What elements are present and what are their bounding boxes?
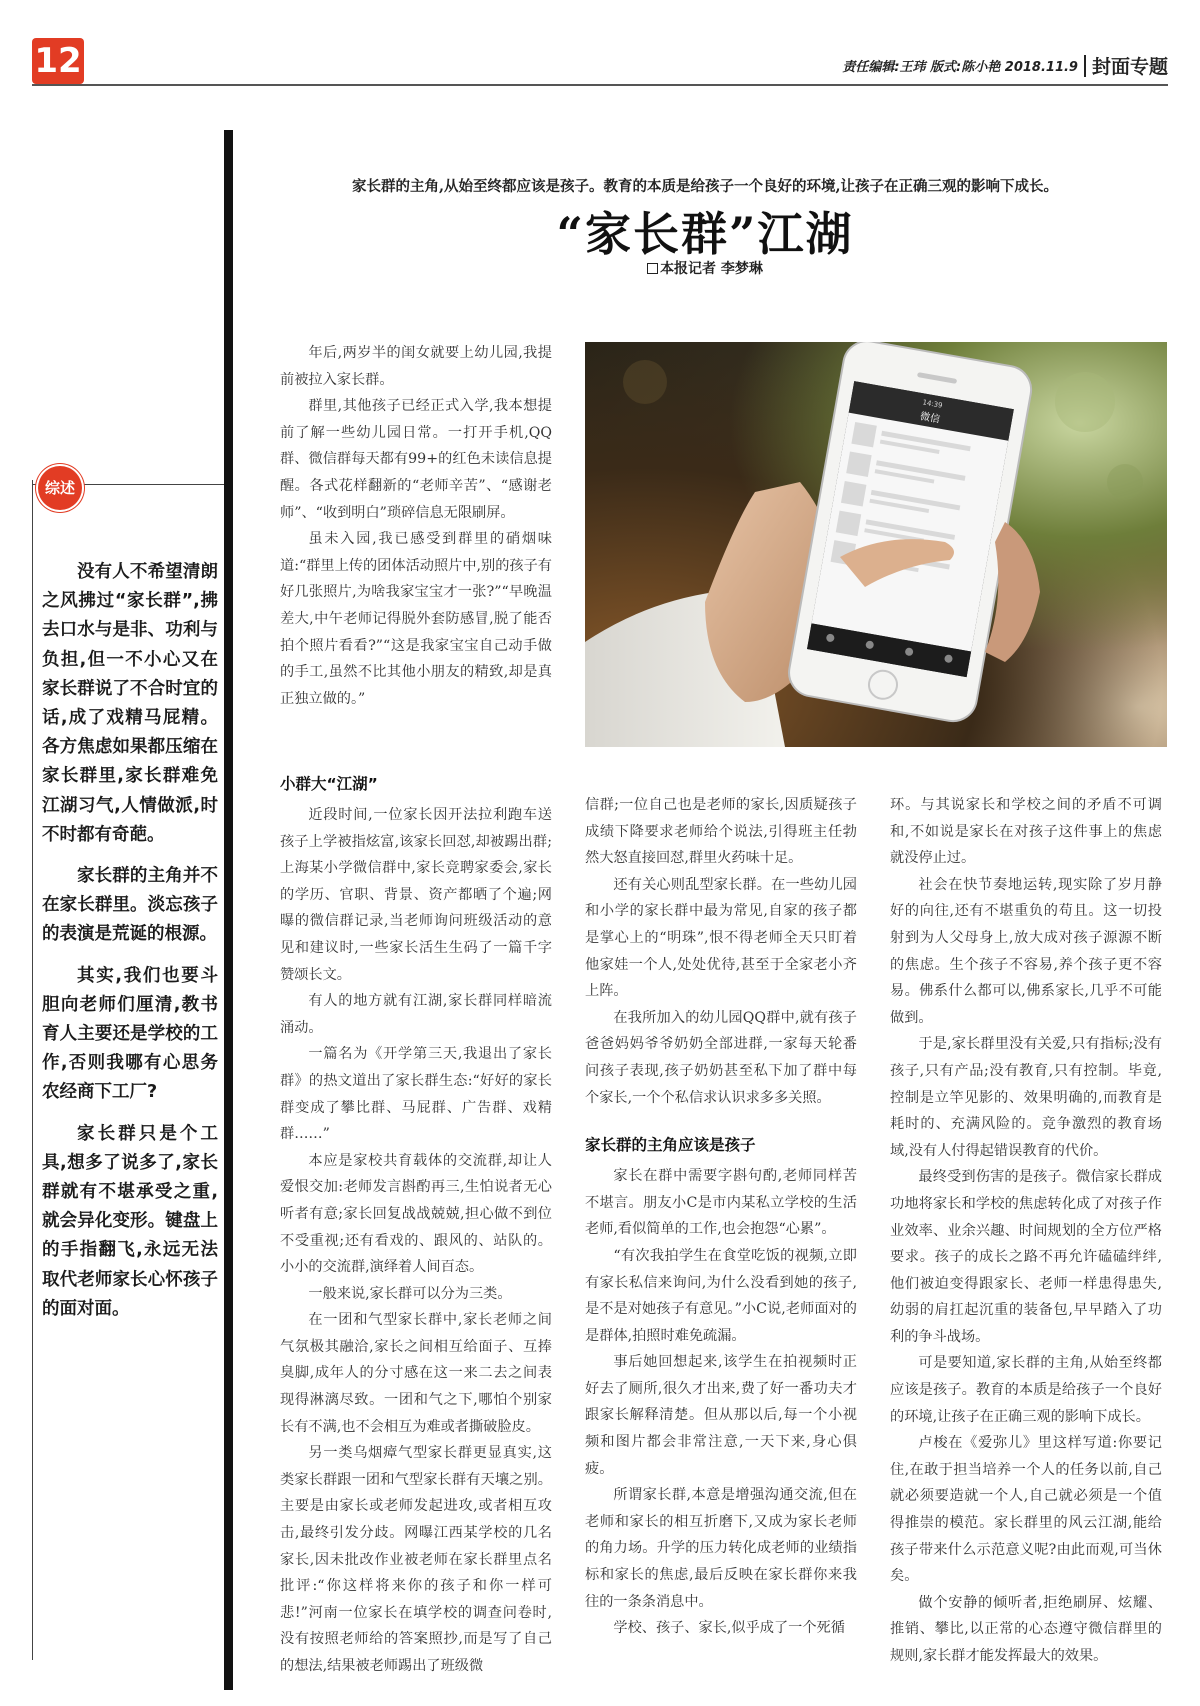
body-paragraph: 一般来说,家长群可以分为三类。 bbox=[308, 1285, 512, 1302]
sidebar-paragraph: 家长群只是个工具,想多了说多了,家长群就有不堪承受之重,就会异化变形。键盘上的手指翻飞,永远无法取代老师家长心怀孩子的面对面。 bbox=[42, 1123, 218, 1319]
body-paragraph: 最终受到伤害的是孩子。微信家长群成功地将家长和学校的焦虑转化成了对孩子作业效率、业余兴趣、时间规划的全方位严格要求。孩子的成长之路不再允许磕磕绊绊,他们被迫变得跟家长、老师一样患得患失,幼弱的肩扛起沉重的装备包,早早踏入了功利的争斗战场。 bbox=[890, 1169, 1162, 1345]
body-paragraph: 近段时间,一位家长因开法拉利跑车送孩子上学被指炫富,该家长回怼,却被踢出群;上海某小学微信群中,家长竞聘家委会,家长的学历、官职、背景、资产都晒了个遍;网曝的微信群记录,当老师询问班级活动的意见和建议时,一些家长活生生码了一篇千字赞颂长文。 bbox=[280, 807, 552, 983]
editor-credits: 责任编辑:王玮 版式:陈小艳 2018.11.9 bbox=[842, 60, 1078, 75]
body-paragraph: “有次我拍学生在食堂吃饭的视频,立即有家长私信来询问,为什么没看到她的孩子,是不是对她孩子有意见。”小C说,老师面对的是群体,拍照时难免疏漏。 bbox=[585, 1247, 857, 1344]
sidebar-border bbox=[32, 480, 33, 1660]
body-paragraph: 学校、孩子、家长,似乎成了一个死循 bbox=[613, 1620, 845, 1637]
body-paragraph: 在我所加入的幼儿园QQ群中,就有孩子爸爸妈妈爷爷奶奶全部进群,一家每天轮番问孩子表现,孩子奶奶甚至私下加了群中每个家长,一个个私信求认识求多多关照。 bbox=[585, 1009, 857, 1106]
body-paragraph: 有人的地方就有江湖,家长群同样暗流涌动。 bbox=[280, 993, 552, 1036]
body-paragraph: 所谓家长群,本意是增强沟通交流,但在老师和家长的相互折磨下,又成为家长老师的角力场。升学的压力转化成老师的业绩指标和家长的焦虑,最后反映在家长群你来我往的一条条消息中。 bbox=[585, 1487, 857, 1610]
body-paragraph: 年后,两岁半的闺女就要上幼儿园,我提前被拉入家长群。 bbox=[280, 345, 552, 388]
body-paragraph: 环。与其说家长和学校之间的矛盾不可调和,不如说是家长在对孩子这件事上的焦虑就没停止过。 bbox=[890, 797, 1162, 867]
body-paragraph: 做个安静的倾听者,拒绝刷屏、炫耀、推销、攀比,以正常的心态遵守微信群里的规则,家长群才能发挥最大的效果。 bbox=[890, 1594, 1162, 1664]
section-heading: 家长群的主角应该是孩子 bbox=[585, 1136, 756, 1155]
byline-box-icon bbox=[647, 263, 658, 274]
phone-in-hand-illustration bbox=[585, 342, 1167, 747]
sidebar-paragraph: 家长群的主角并不在家长群里。淡忘孩子的表演是荒诞的根源。 bbox=[42, 866, 218, 945]
header-rule bbox=[32, 84, 1168, 86]
body-column-2 bbox=[585, 792, 857, 1642]
article-subtitle: 家长群的主角,从始至终都应该是孩子。教育的本质是给孩子一个良好的环境,让孩子在正确三观的影响下成长。 bbox=[351, 178, 1059, 195]
body-paragraph: 虽未入园,我已感受到群里的硝烟味道:“群里上传的团体活动照片中,别的孩子有好几张照片,为啥我家宝宝才一张?”“早晚温差大,中午老师记得脱外套防感冒,脱了能否拍个照片看看?”“这是我家宝宝自己动手做的手工,虽然不比其他小朋友的精致,却是真正独立做的。” bbox=[280, 531, 552, 707]
body-paragraph: 群里,其他孩子已经正式入学,我本想提前了解一些幼儿园日常。一打开手机,QQ群、微信群每天都有99+的红色未读信息提醒。各式花样翻新的“老师辛苦”、“感谢老师”、“收到明白”琐碎信息无限刷屏。 bbox=[280, 398, 552, 521]
smartphone bbox=[785, 342, 1035, 725]
body-column-1-top bbox=[280, 340, 552, 712]
body-paragraph: 本应是家校共育载体的交流群,却让人爱恨交加:老师发言斟酌再三,生怕说者无心听者有意;家长回复战战兢兢,担心做不到位不受重视;还有看戏的、跟风的、站队的。小小的交流群,演绎着人间百态。 bbox=[280, 1152, 552, 1276]
section-heading: 小群大“江湖” bbox=[280, 775, 378, 793]
page-header bbox=[842, 52, 1168, 79]
body-paragraph: 另一类乌烟瘴气型家长群更显真实,这类家长群跟一团和气型家长群有天壤之别。主要是由家长或老师发起进攻,或者相互攻击,最终引发分歧。网曝江西某学校的几名家长,因未批改作业被老师在家长群里点名批评:“你这样将来你的孩子和你一样可悲!”河南一位家长在填学校的调查问卷时,没有按照老师给的答案照抄,而是写了自己的想法,结果被老师踢出了班级微 bbox=[280, 1445, 552, 1674]
body-column-1 bbox=[280, 758, 552, 1680]
column-name: 封面专题 bbox=[1091, 56, 1168, 78]
body-paragraph: 事后她回想起来,该学生在拍视频时正好去了厕所,很久才出来,费了好一番功夫才跟家长解释清楚。但从那以后,每一个小视频和图片都会非常注意,一天下来,身心俱疲。 bbox=[585, 1354, 857, 1477]
vertical-rule bbox=[224, 130, 233, 1690]
article-title: “家长群”江湖 bbox=[556, 207, 854, 261]
body-paragraph: 卢梭在《爱弥儿》里这样写道:你要记住,在敢于担当培养一个人的任务以前,自己就必须要造就一个人,自己就必须是一个值得推崇的模范。家长群里的风云江湖,能给孩子带来什么示范意义呢?由此而观,可当休矣。 bbox=[890, 1435, 1162, 1585]
body-paragraph: 在一团和气型家长群中,家长老师之间气氛极其融洽,家长之间相互给面子、互捧臭脚,成年人的分寸感在这一来二去之间表现得淋漓尽致。一团和气之下,哪怕个别家长有不满,也不会相互为难或者撕破脸皮。 bbox=[280, 1312, 552, 1435]
body-column-3 bbox=[890, 792, 1162, 1670]
sidebar-commentary bbox=[42, 558, 218, 1336]
article-photo bbox=[585, 342, 1167, 747]
body-paragraph: 于是,家长群里没有关爱,只有指标;没有孩子,只有产品;没有教育,只有控制。毕竟,控制是立竿见影的、效果明确的,而教育是耗时的、充满风险的。竞争激烈的教育场域,没有人付得起错误教育的代价。 bbox=[890, 1036, 1162, 1159]
sidebar-paragraph: 没有人不希望清朗之风拂过“家长群”,拂去口水与是非、功利与负担,但一不小心又在家长群说了不合时宜的话,成了戏精马屁精。各方焦虑如果都压缩在家长群里,家长群难免江湖习气,人情做派,时不时都有奇葩。 bbox=[42, 562, 218, 845]
phone-status-time: 14:39 bbox=[921, 398, 944, 410]
body-paragraph: 可是要知道,家长群的主角,从始至终都应该是孩子。教育的本质是给孩子一个良好的环境,让孩子在正确三观的影响下成长。 bbox=[890, 1355, 1162, 1425]
body-paragraph: 信群;一位自己也是老师的家长,因质疑孩子成绩下降要求老师给个说法,引得班主任勃然大怒直接回怼,群里火药味十足。 bbox=[585, 797, 857, 867]
header-divider bbox=[1084, 55, 1086, 77]
body-paragraph: 社会在快节奏地运转,现实除了岁月静好的向往,还有不堪重负的苟且。这一切投射到为人父母身上,放大成对孩子源源不断的焦虑。生个孩子不容易,养个孩子更不容易。佛系什么都可以,佛系家长,几乎不可能做到。 bbox=[890, 876, 1162, 1026]
body-paragraph: 家长在群中需要字斟句酌,老师同样苦不堪言。朋友小C是市内某私立学校的生活老师,看似简单的工作,也会抱怨“心累”。 bbox=[585, 1168, 857, 1238]
body-paragraph: 一篇名为《开学第三天,我退出了家长群》的热文道出了家长群生态:“好好的家长群变成了攀比群、马屁群、广告群、戏精群……” bbox=[280, 1046, 552, 1143]
sidebar-paragraph: 其实,我们也要斗胆向老师们厘清,教书育人主要还是学校的工作,否则我哪有心思务农经商下工厂? bbox=[42, 965, 218, 1103]
byline bbox=[250, 258, 1160, 278]
page-number: 12 bbox=[32, 38, 84, 84]
byline-text: 本报记者 李梦琳 bbox=[660, 261, 763, 277]
phone-app-title: 微信 bbox=[919, 411, 941, 426]
body-paragraph: 还有关心则乱型家长群。在一些幼儿园和小学的家长群中最为常见,自家的孩子都是掌心上的“明珠”,恨不得老师全天只盯着他家娃一个人,处处优待,甚至于全家老小齐上阵。 bbox=[585, 876, 857, 1000]
commentary-badge: 综述 bbox=[38, 466, 82, 510]
